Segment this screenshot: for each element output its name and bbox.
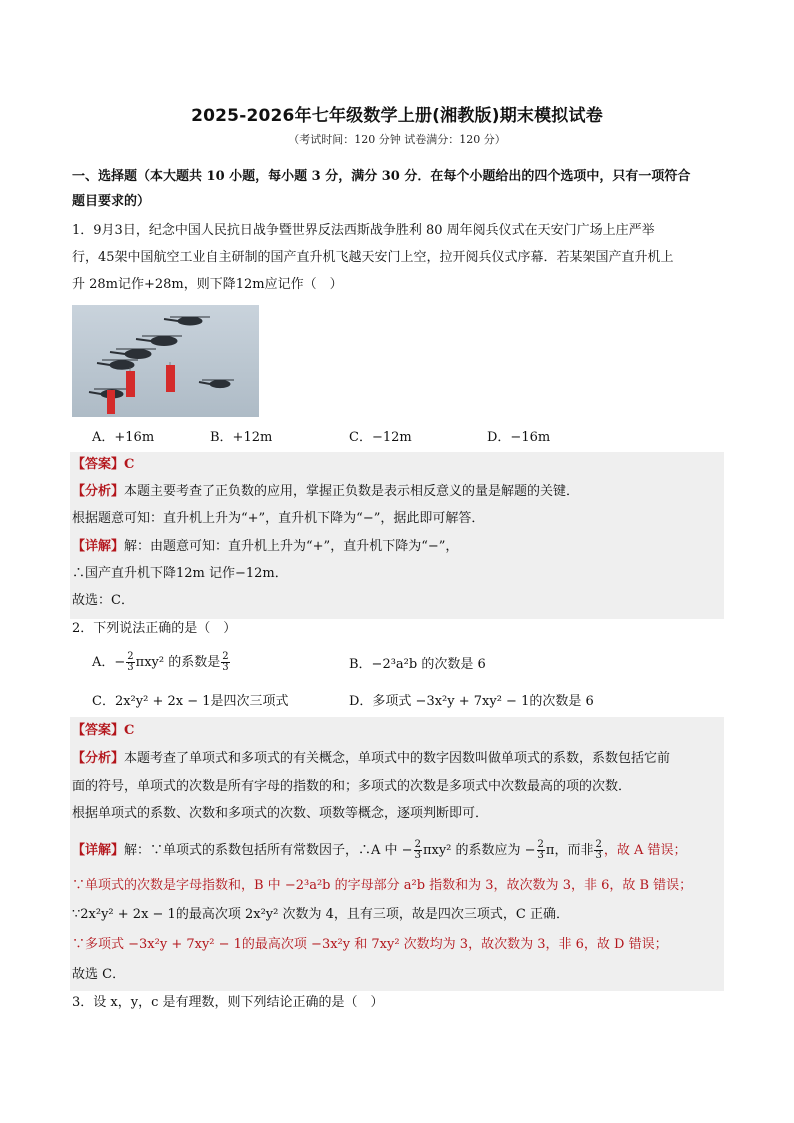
q2-detail	[72, 840, 686, 861]
q2-answer	[72, 722, 134, 740]
detail-text: 解：由题意可知：直升机上升为“+”，直升机下降为“−”，	[124, 539, 459, 554]
q1-stem-line2: 行，45架中国航空工业自主研制的国产直升机飞越天安门上空，拉开阅兵仪式序幕．若某架国产直升机上	[72, 250, 674, 265]
detail-text-b: πxy² 的系数应为 −	[422, 843, 536, 858]
fraction	[221, 652, 229, 673]
analysis-label: 【分析】	[72, 484, 125, 499]
fraction	[594, 840, 602, 861]
frac-den: 3	[537, 850, 544, 861]
q2-analysis-line2: 面的符号，单项式的次数是所有字母的指数的和；多项式的次数是多项式中次数最高的项的次数．	[72, 779, 632, 794]
detail-label: 【详解】	[72, 539, 125, 554]
q1-analysis-line2: 根据题意可知：直升机上升为“+”，直升机下降为“−”，据此即可解答．	[72, 511, 485, 526]
q2-option-a	[92, 652, 231, 673]
q1-solution-box	[70, 452, 724, 619]
q2-option-b: B．−2³a²b 的次数是 6	[349, 657, 486, 672]
q2-detail-line3: ∵2x²y² + 2x − 1的最高次项 2x²y² 次数为 4，且有三项，故是四次三项式，C 正确．	[72, 907, 569, 922]
q2-option-c: C．2x²y² + 2x − 1是四次三项式	[92, 694, 289, 709]
fraction	[537, 840, 545, 861]
page-title: 2025-2026年七年级数学上册(湘教版)期末模拟试卷	[191, 106, 603, 126]
detail-text-a: 解：∵单项式的系数包括所有常数因子，∴A 中 −	[124, 843, 413, 858]
answer-label: 【答案】	[72, 457, 125, 472]
q1-answer	[72, 456, 134, 474]
fraction	[414, 840, 422, 861]
option-a-text: πxy² 的系数是	[135, 655, 221, 670]
detail-text-c: π，而非	[545, 843, 594, 858]
red-banner	[166, 365, 175, 392]
q2-option-d: D．多项式 −3x²y + 7xy² − 1的次数是 6	[349, 694, 594, 709]
option-a-prefix: A．−	[92, 655, 126, 670]
red-banner	[126, 371, 135, 397]
frac-den: 3	[595, 850, 602, 861]
analysis-label: 【分析】	[72, 751, 125, 766]
q2-detail-line4: ∵多项式 −3x²y + 7xy² − 1的最高次项 −3x²y 和 7xy² 次数均为 3，故次数为 3，非 6，故 D 错误；	[72, 937, 668, 952]
frac-num: 2	[414, 839, 421, 850]
q1-detail-line3: 故选：C．	[72, 593, 134, 608]
answer-value: C	[124, 457, 135, 472]
q1-option-a: A．+16m	[92, 430, 155, 445]
q1-stem-line3: 升 28m记作+28m，则下降12m应记作（ ）	[72, 277, 343, 292]
analysis-text: 本题考查了单项式和多项式的有关概念，单项式中的数字因数叫做单项式的系数，系数包括它前	[124, 751, 671, 766]
q1-stem-line1: 1．9月3日，纪念中国人民抗日战争暨世界反法西斯战争胜利 80 周年阅兵仪式在天安门广场上庄严举	[72, 223, 655, 238]
q2-stem: 2．下列说法正确的是（ ）	[72, 621, 237, 636]
q2-detail-line5: 故选 C．	[72, 967, 126, 982]
q2-analysis-line3: 根据单项式的系数、次数和多项式的次数、项数等概念，逐项判断即可．	[72, 806, 489, 821]
analysis-text: 本题主要考查了正负数的应用，掌握正负数是表示相反意义的量是解题的关键．	[124, 484, 580, 499]
red-banner	[107, 390, 115, 414]
frac-den: 3	[414, 850, 421, 861]
detail-text-d: ，故 A 错误；	[603, 843, 687, 858]
detail-label: 【详解】	[72, 843, 125, 858]
frac-num: 2	[127, 651, 134, 662]
q2-analysis	[72, 750, 670, 768]
page-subtitle: （考试时间：120 分钟 试卷满分：120 分）	[288, 133, 506, 146]
frac-den: 3	[127, 662, 134, 673]
q2-detail-line2: ∵单项式的次数是字母指数和，B 中 −2³a²b 的字母部分 a²b 指数和为 3，故次数为 3，非 6，故 B 错误；	[72, 878, 693, 893]
fraction	[126, 652, 134, 673]
answer-value: C	[124, 723, 135, 738]
frac-num: 2	[222, 651, 229, 662]
q1-detail	[72, 538, 458, 556]
q3-stem: 3．设 x，y，c 是有理数，则下列结论正确的是（ ）	[72, 995, 384, 1010]
frac-num: 2	[595, 839, 602, 850]
frac-num: 2	[537, 839, 544, 850]
frac-den: 3	[222, 662, 229, 673]
q1-option-c: C．−12m	[349, 430, 412, 445]
q1-analysis	[72, 483, 579, 501]
helicopter-parade-photo	[72, 305, 259, 417]
q1-option-d: D．−16m	[487, 430, 551, 445]
section-heading-line2: 题目要求的）	[72, 194, 151, 209]
answer-label: 【答案】	[72, 723, 125, 738]
q1-option-b: B．+12m	[210, 430, 273, 445]
section-heading-line1: 一、选择题（本大题共 10 小题，每小题 3 分，满分 30 分．在每个小题给出的四个选项中，只有一项符合	[72, 169, 691, 184]
q1-detail-line2: ∴国产直升机下降12m 记作−12m．	[72, 566, 288, 581]
